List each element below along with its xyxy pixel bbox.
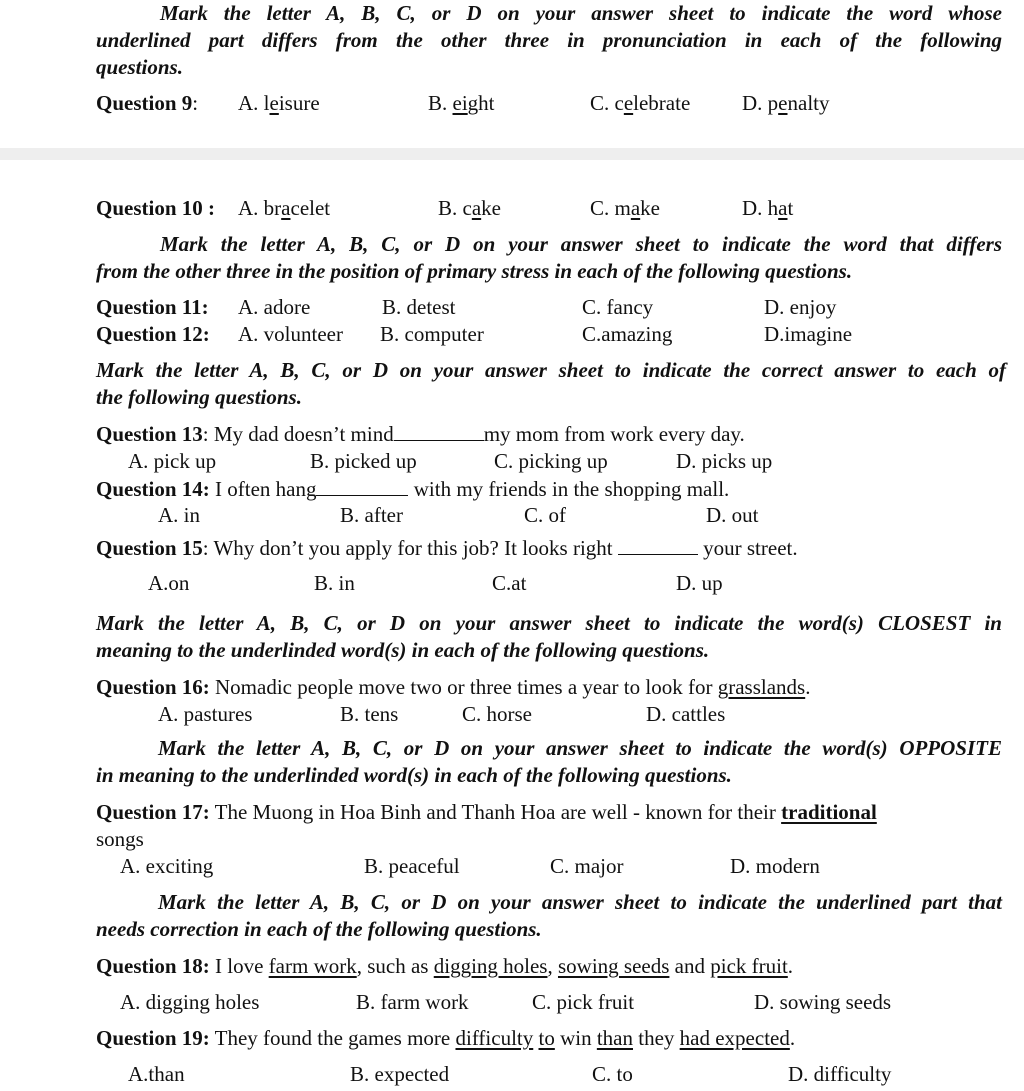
instruction-line: from the other three in the position of primary stress in each of the following questions. bbox=[96, 259, 853, 283]
option-a[interactable]: A.than bbox=[128, 1062, 185, 1086]
question-label: Question 10 : bbox=[96, 196, 216, 220]
option-c[interactable]: C. make bbox=[590, 196, 660, 220]
option-b[interactable]: B. detest bbox=[382, 295, 456, 319]
instruction-pronunciation bbox=[96, 0, 1002, 81]
option-d[interactable]: D. difficulty bbox=[788, 1062, 892, 1086]
question-label: Question 12: bbox=[96, 322, 210, 346]
option-a[interactable]: A. bracelet bbox=[238, 196, 331, 220]
instruction-line: Mark the letter A, B, C, or D on your answer sheet to indicate the word that differs bbox=[160, 232, 1002, 256]
instruction-stress bbox=[96, 231, 1002, 285]
option-a[interactable]: A.on bbox=[148, 571, 190, 595]
option-a[interactable]: A. pastures bbox=[158, 702, 253, 726]
option-d[interactable]: D. out bbox=[706, 503, 759, 527]
option-c[interactable]: C. of bbox=[524, 503, 566, 527]
option-d[interactable]: D. sowing seeds bbox=[754, 990, 892, 1014]
option-c[interactable]: C.at bbox=[492, 571, 527, 595]
instruction-opposite bbox=[96, 735, 1002, 789]
question-stem: Question 16: Nomadic people move two or three times a year to look for grasslands. bbox=[96, 675, 811, 699]
instruction-line: the following questions. bbox=[96, 385, 302, 409]
instruction-line: Mark the letter A, B, C, or D on your answer sheet to indicate the word whose bbox=[160, 1, 1002, 25]
option-b[interactable]: B. farm work bbox=[356, 990, 469, 1014]
question-stem: Question 19: They found the games more difficulty to win than they had expected. bbox=[96, 1026, 796, 1050]
option-d[interactable]: D. hat bbox=[742, 196, 794, 220]
option-a[interactable]: A. in bbox=[158, 503, 200, 527]
option-b[interactable]: B. cake bbox=[438, 196, 501, 220]
instruction-line: meaning to the underlinded word(s) in each of the following questions. bbox=[96, 638, 710, 662]
question-stem: Question 13: My dad doesn’t mind my mom from work every day. bbox=[96, 422, 745, 446]
instruction-closest bbox=[96, 610, 1002, 664]
option-b[interactable]: B. tens bbox=[340, 702, 399, 726]
answer-blank[interactable] bbox=[394, 422, 484, 441]
instruction-line: Mark the letter A, B, C, or D on your answer sheet to indicate the word(s) OPPOSITE bbox=[158, 736, 1002, 760]
option-c[interactable]: C. pick fruit bbox=[532, 990, 635, 1014]
option-a[interactable]: A. adore bbox=[238, 295, 311, 319]
option-c[interactable]: C. celebrate bbox=[590, 91, 691, 115]
answer-blank[interactable] bbox=[618, 536, 698, 555]
option-b[interactable]: B. peaceful bbox=[364, 854, 460, 878]
option-c[interactable]: C. picking up bbox=[494, 449, 608, 473]
instruction-correct-answer bbox=[96, 357, 1006, 411]
page-divider bbox=[0, 148, 1024, 160]
question-label: Question 9: bbox=[96, 91, 199, 115]
option-d[interactable]: D. up bbox=[676, 571, 723, 595]
question-stem: Question 14: I often hang with my friends in the shopping mall. bbox=[96, 477, 730, 501]
option-b[interactable]: B. in bbox=[314, 571, 355, 595]
option-c[interactable]: C. horse bbox=[462, 702, 532, 726]
question-stem: Question 18: I love farm work, such as digging holes, sowing seeds and pick fruit. bbox=[96, 954, 794, 978]
option-c[interactable]: C. major bbox=[550, 854, 624, 878]
option-c[interactable]: C.amazing bbox=[582, 322, 673, 346]
option-d[interactable]: D. enjoy bbox=[764, 295, 837, 319]
option-b[interactable]: B. expected bbox=[350, 1062, 450, 1086]
option-d[interactable]: D. picks up bbox=[676, 449, 773, 473]
instruction-line: Mark the letter A, B, C, or D on your answer sheet to indicate the underlined part that bbox=[158, 890, 1002, 914]
instruction-correction bbox=[96, 889, 1002, 943]
question-stem-continued: songs bbox=[96, 827, 144, 851]
option-a[interactable]: A. pick up bbox=[128, 449, 217, 473]
option-c[interactable]: C. fancy bbox=[582, 295, 654, 319]
instruction-line: needs correction in each of the following questions. bbox=[96, 917, 542, 941]
answer-blank[interactable] bbox=[316, 477, 408, 496]
instruction-line: Mark the letter A, B, C, or D on your answer sheet to indicate the word(s) CLOSEST in bbox=[96, 611, 1002, 635]
option-a[interactable]: A. digging holes bbox=[120, 990, 260, 1014]
option-d[interactable]: D.imagine bbox=[764, 322, 853, 346]
question-stem: Question 17: The Muong in Hoa Binh and Thanh Hoa are well - known for their traditional bbox=[96, 800, 877, 824]
option-b[interactable]: B. computer bbox=[380, 322, 484, 346]
instruction-line: questions. bbox=[96, 55, 183, 79]
option-c[interactable]: C. to bbox=[592, 1062, 633, 1086]
option-d[interactable]: D. penalty bbox=[742, 91, 830, 115]
instruction-line: in meaning to the underlinded word(s) in each of the following questions. bbox=[96, 763, 732, 787]
option-b[interactable]: B. picked up bbox=[310, 449, 417, 473]
option-d[interactable]: D. modern bbox=[730, 854, 820, 878]
option-b[interactable]: B. after bbox=[340, 503, 403, 527]
option-b[interactable]: B. eight bbox=[428, 91, 495, 115]
question-label: Question 11: bbox=[96, 295, 209, 319]
instruction-line: underlined part differs from the other three in pronunciation in each of the following bbox=[96, 28, 1002, 52]
option-d[interactable]: D. cattles bbox=[646, 702, 726, 726]
option-a[interactable]: A. volunteer bbox=[238, 322, 343, 346]
option-a[interactable]: A. leisure bbox=[238, 91, 320, 115]
instruction-line: Mark the letter A, B, C, or D on your answer sheet to indicate the correct answer to each of bbox=[96, 358, 1006, 382]
option-a[interactable]: A. exciting bbox=[120, 854, 214, 878]
question-stem: Question 15: Why don’t you apply for this job? It looks right your street. bbox=[96, 536, 798, 560]
